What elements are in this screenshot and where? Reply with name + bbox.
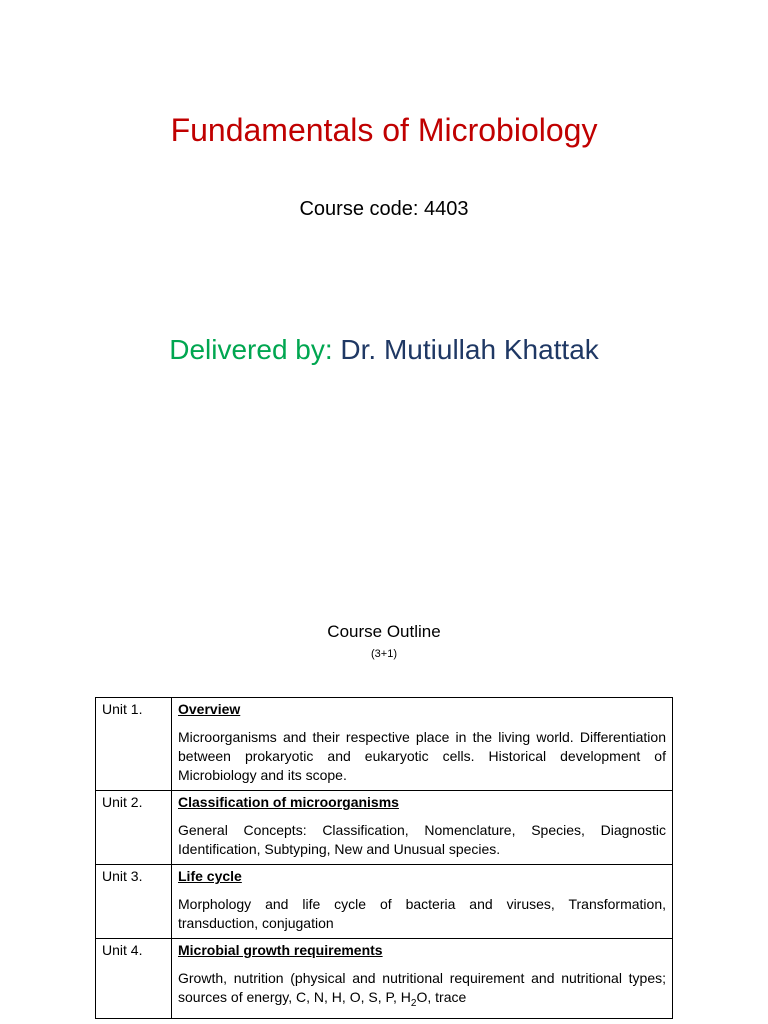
outline-credits: (3+1) (371, 648, 397, 660)
document-title: Fundamentals of Microbiology (170, 112, 598, 148)
unit-heading: Overview (178, 701, 241, 717)
table-row (96, 939, 673, 1019)
unit-description: General Concepts: Classification, Nomenclature, Species, Diagnostic Identification, Subtyping, New and Unusual species. (178, 822, 666, 857)
unit-label: Unit 3. (96, 865, 172, 939)
table-row (96, 791, 673, 865)
course-outline-table (95, 697, 673, 1019)
unit-content (172, 791, 673, 865)
outline-title: Course Outline (327, 622, 441, 641)
course-code: Course code: 4403 (299, 198, 469, 220)
unit-description: Morphology and life cycle of bacteria and viruses, Transformation, transduction, conjugation (178, 896, 666, 931)
unit-description: Microorganisms and their respective place in the living world. Differentiation between prokaryotic and eukaryotic cells. Historical development of Microbiology and its scope. (178, 729, 666, 783)
unit-heading: Microbial growth requirements (178, 942, 383, 958)
table-row (96, 698, 673, 791)
unit-label: Unit 2. (96, 791, 172, 865)
unit-content (172, 939, 673, 1019)
delivered-by-label: Delivered by: (169, 334, 333, 365)
delivered-by-line (0, 334, 768, 366)
unit-heading: Classification of microorganisms (178, 794, 399, 810)
unit-label: Unit 1. (96, 698, 172, 791)
unit-description: Growth, nutrition (physical and nutritional requirement and nutritional types; sources of energy, C, N, H, O, S, P, $H_2O$, trace (178, 970, 666, 1009)
unit-content (172, 698, 673, 791)
unit-label: Unit 4. (96, 939, 172, 1019)
table-row (96, 865, 673, 939)
instructor-name: Dr. Mutiullah Khattak (340, 334, 599, 365)
unit-heading: Life cycle (178, 868, 242, 884)
unit-content (172, 865, 673, 939)
